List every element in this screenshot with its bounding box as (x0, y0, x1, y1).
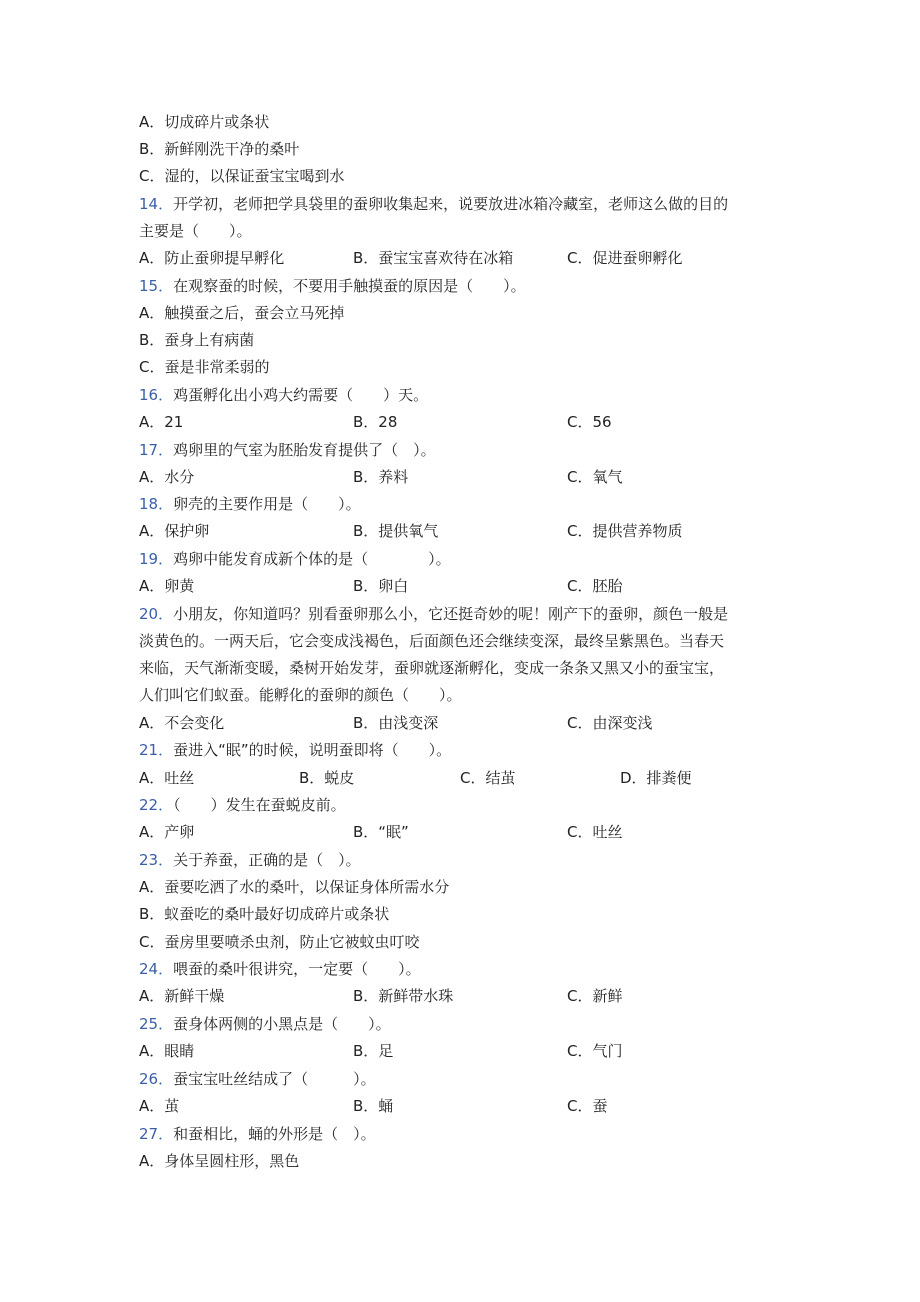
question-22 (139, 795, 346, 815)
option-line: B．新鲜刚洗干净的桑叶 (139, 140, 300, 158)
option-b: B．蜕皮 (299, 769, 355, 787)
question-14 (139, 194, 728, 214)
option-c: C．结茧 (460, 769, 516, 787)
option-b: B．卵白 (353, 577, 409, 595)
option-a: A．吐丝 (139, 769, 195, 787)
question-15 (139, 276, 526, 296)
question-24 (139, 959, 421, 979)
option-a: A．蚕要吃洒了水的桑叶，以保证身体所需水分 (139, 878, 450, 896)
question-text: 小朋友，你知道吗？别看蚕卵那么小，它还挺奇妙的呢！刚产下的蚕卵，颜色一般是 (173, 605, 729, 623)
option-a: A．新鲜干燥 (139, 987, 225, 1005)
option-a: A．21 (139, 413, 184, 431)
option-c: C．氧气 (567, 468, 623, 486)
question-23 (139, 850, 361, 870)
question-text-continued: 主要是（ ）。 (139, 222, 252, 240)
question-16 (139, 385, 428, 405)
question-number: 23． (139, 851, 174, 869)
option-c: C．胚胎 (567, 577, 623, 595)
question-27 (139, 1124, 376, 1144)
question-number: 18． (139, 495, 174, 513)
option-c: C．由深变浅 (567, 714, 653, 732)
question-26 (139, 1069, 376, 1089)
option-b: B．蚁蚕吃的桑叶最好切成碎片或条状 (139, 905, 390, 923)
option-line: C．湿的，以保证蚕宝宝喝到水 (139, 167, 345, 185)
question-number: 17． (139, 441, 174, 459)
question-17 (139, 440, 436, 460)
option-b: B．足 (353, 1042, 394, 1060)
option-a: A．触摸蚕之后，蚕会立马死掉 (139, 304, 345, 322)
option-a: A．产卵 (139, 823, 195, 841)
question-text-continued: 淡黄色的。一两天后，它会变成浅褐色，后面颜色还会继续变深，最终呈紫黑色。当春天 (139, 632, 725, 650)
option-a: A．不会变化 (139, 714, 225, 732)
question-number: 22． (139, 796, 174, 814)
question-number: 19． (139, 550, 174, 568)
question-text-continued: 来临，天气渐渐变暖，桑树开始发芽，蚕卵就逐渐孵化，变成一条条又黑又小的蚕宝宝， (139, 659, 725, 677)
question-text: 鸡卵中能发育成新个体的是（ ）。 (173, 550, 451, 568)
question-number: 16． (139, 386, 174, 404)
option-b: B．蛹 (353, 1097, 394, 1115)
option-c: C．56 (567, 413, 612, 431)
question-19 (139, 549, 451, 569)
question-text: 蚕进入“眠”的时候，说明蚕即将（ ）。 (173, 741, 452, 759)
question-25 (139, 1014, 391, 1034)
question-21 (139, 740, 451, 760)
option-b: B．28 (353, 413, 398, 431)
question-number: 15． (139, 277, 174, 295)
option-b: B．新鲜带水珠 (353, 987, 454, 1005)
question-text: 和蚕相比，蛹的外形是（ ）。 (173, 1125, 376, 1143)
option-line: A．切成碎片或条状 (139, 113, 270, 131)
question-text-continued: 人们叫它们蚁蚕。能孵化的蚕卵的颜色（ ）。 (139, 686, 462, 704)
question-text: 卵壳的主要作用是（ ）。 (173, 495, 361, 513)
question-text: （ ）发生在蚕蜕皮前。 (173, 796, 346, 814)
question-number: 21． (139, 741, 174, 759)
question-text: 喂蚕的桑叶很讲究，一定要（ ）。 (173, 960, 421, 978)
option-d: D．排粪便 (620, 769, 692, 787)
question-20 (139, 604, 728, 624)
question-text: 在观察蚕的时候，不要用手触摸蚕的原因是（ ）。 (173, 277, 526, 295)
option-c: C．蚕是非常柔弱的 (139, 358, 270, 376)
option-a: A．身体呈圆柱形，黑色 (139, 1152, 300, 1170)
option-b: B．养料 (353, 468, 409, 486)
option-a: A．保护卵 (139, 522, 210, 540)
option-b: B．由浅变深 (353, 714, 439, 732)
option-b: B．蚕身上有病菌 (139, 331, 255, 349)
option-b: B．“眠” (353, 823, 409, 841)
option-c: C．气门 (567, 1042, 623, 1060)
option-a: A．眼睛 (139, 1042, 195, 1060)
question-text: 鸡卵里的气室为胚胎发育提供了（ ）。 (173, 441, 436, 459)
question-text: 蚕宝宝吐丝结成了（ ）。 (173, 1070, 376, 1088)
question-text: 鸡蛋孵化出小鸡大约需要（ ）天。 (173, 386, 429, 404)
question-text: 蚕身体两侧的小黑点是（ ）。 (173, 1015, 391, 1033)
option-c: C．提供营养物质 (567, 522, 683, 540)
question-18 (139, 494, 361, 514)
question-number: 26． (139, 1070, 174, 1088)
option-c: C．促进蚕卵孵化 (567, 249, 683, 267)
option-c: C．新鲜 (567, 987, 623, 1005)
option-a: A．茧 (139, 1097, 180, 1115)
question-number: 24． (139, 960, 174, 978)
question-text: 开学初，老师把学具袋里的蚕卵收集起来，说要放进冰箱冷藏室，老师这么做的目的 (173, 195, 729, 213)
option-b: B．提供氧气 (353, 522, 439, 540)
option-b: B．蚕宝宝喜欢待在冰箱 (353, 249, 514, 267)
option-c: C．吐丝 (567, 823, 623, 841)
question-number: 14． (139, 195, 174, 213)
option-a: A．卵黄 (139, 577, 195, 595)
option-c: C．蚕房里要喷杀虫剂，防止它被蚊虫叮咬 (139, 933, 420, 951)
option-c: C．蚕 (567, 1097, 608, 1115)
option-a: A．防止蚕卵提早孵化 (139, 249, 285, 267)
question-number: 25． (139, 1015, 174, 1033)
option-a: A．水分 (139, 468, 195, 486)
question-number: 20． (139, 605, 174, 623)
question-number: 27． (139, 1125, 174, 1143)
question-text: 关于养蚕，正确的是（ ）。 (173, 851, 361, 869)
